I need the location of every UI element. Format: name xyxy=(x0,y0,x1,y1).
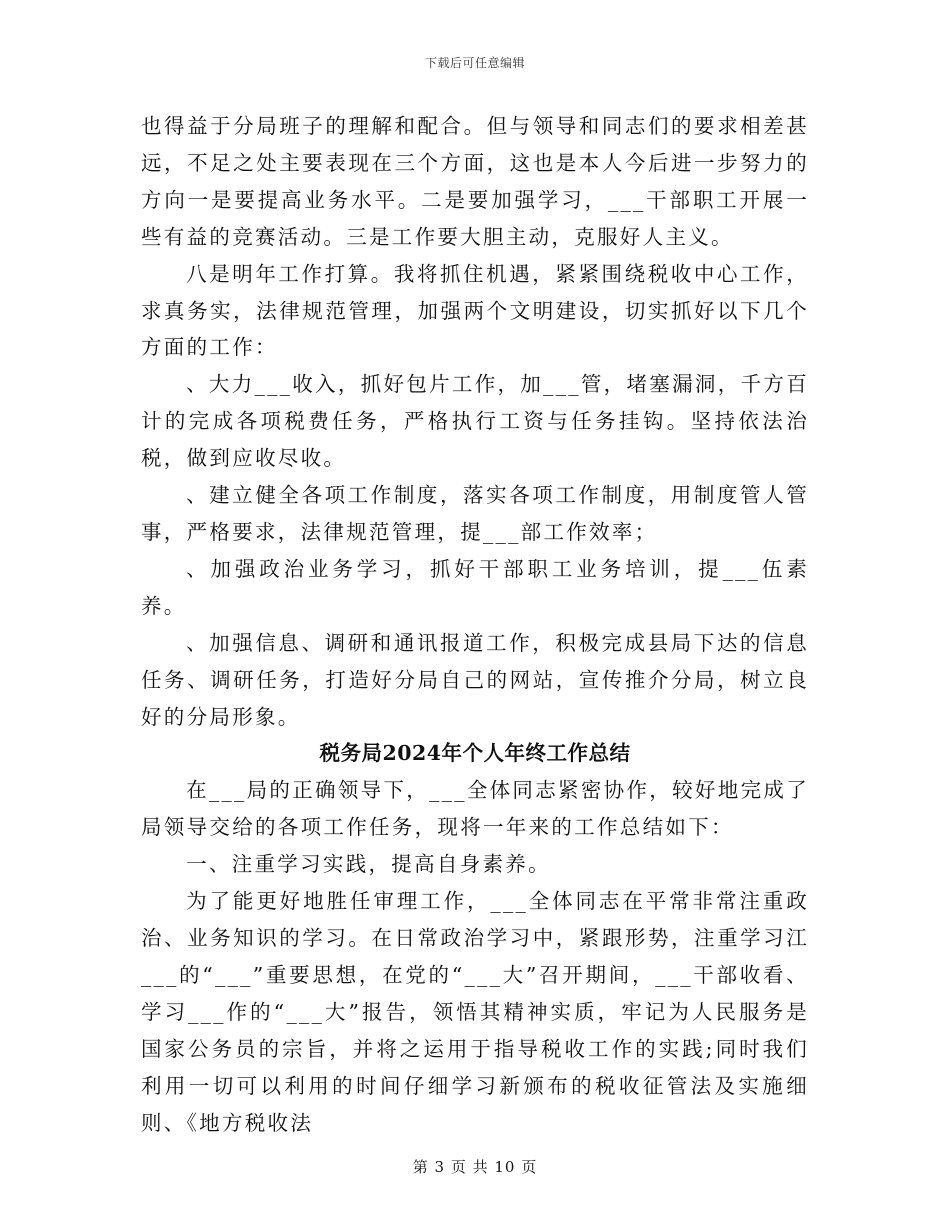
document-body xyxy=(141,108,809,1141)
paragraph-item-information: 、加强信息、调研和通讯报道工作，积极完成县局下达的信息任务、调研任务，打造好分局自己的网站，宣传推介分局，树立良好的分局形象。 xyxy=(141,630,809,729)
section-title: 税务局2024年个人年终工作总结 xyxy=(319,741,631,766)
paragraph-item-revenue: 、大力___收入，抓好包片工作，加___管，堵塞漏洞，千方百计的完成各项税费任务，严格执行工资与任务挂钩。坚持依法治税，做到应收尽收。 xyxy=(141,372,809,471)
paragraph-study-details: 为了能更好地胜任审理工作，___全体同志在平常非常注重政治、业务知识的学习。在日常政治学习中，紧跟形势，注重学习江___的“___”重要思想，在党的“___大”召开期间，___干部收看、学习___作的“___大”报告，领悟其精神实质，牢记为人民服务是国家公务员的宗旨，并将之运用于指导税收工作的实践;同时我们利用一切可以利用的时间仔细学习新颁布的税收征管法及实施细则、《地方税收法 xyxy=(141,889,809,1135)
page-number: 第 3 页 共 10 页 xyxy=(412,1158,538,1176)
paragraph-item-training: 、加强政治业务学习，抓好干部职工业务培训，提___伍素养。 xyxy=(141,556,809,618)
paragraph-item-system: 、建立健全各项工作制度，落实各项工作制度，用制度管人管事，严格要求，法律规范管理，提___部工作效率； xyxy=(141,483,809,544)
paragraph-continued: 也得益于分局班子的理解和配合。但与领导和同志们的要求相差甚远，不足之处主要表现在三个方面，这也是本人今后进一步努力的方向一是要提高业务水平。二是要加强学习，___干部职工开展一些有益的竞赛活动。三是工作要大胆主动，克服好人主义。 xyxy=(141,114,809,249)
paragraph-next-year-plan: 八是明年工作打算。我将抓住机遇，紧紧围绕税收中心工作，求真务实，法律规范管理，加强两个文明建设，切实抓好以下几个方面的工作： xyxy=(141,261,809,360)
paragraph-heading-study: 一、注重学习实践，提高自身素养。 xyxy=(186,852,551,877)
header-note: 下载后可任意编辑 xyxy=(424,56,525,70)
paragraph-intro: 在___局的正确领导下，___全体同志紧密协作，较好地完成了局领导交给的各项工作任务，现将一年来的工作总结如下： xyxy=(141,778,809,840)
